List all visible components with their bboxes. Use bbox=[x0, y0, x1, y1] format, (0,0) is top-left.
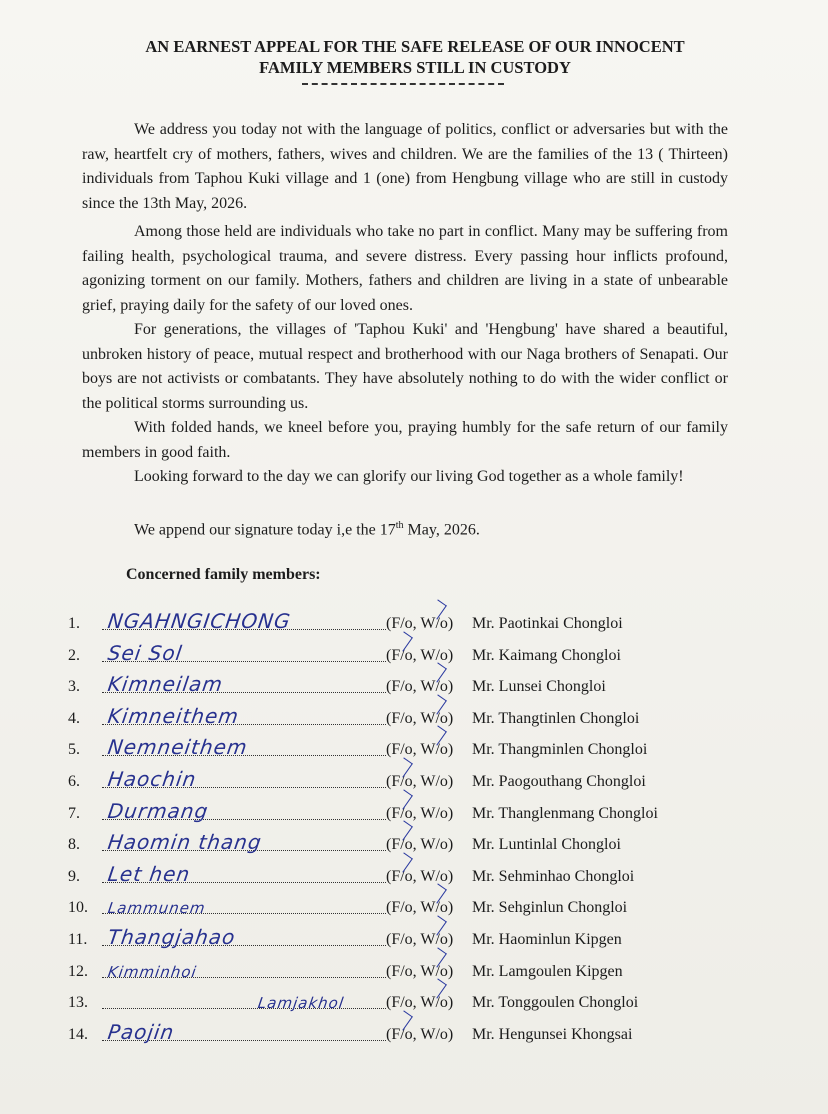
signature-row bbox=[68, 731, 768, 763]
handwritten-signature: Kimneilam bbox=[106, 672, 225, 697]
signature-number: 14. bbox=[68, 1025, 88, 1043]
paragraph-1 bbox=[82, 118, 728, 216]
append-text: We append our signature today i,e the 17 bbox=[134, 521, 396, 539]
handwritten-signature: Lamjakhol bbox=[256, 994, 346, 1013]
paragraph-3 bbox=[82, 318, 728, 416]
signature-number: 2. bbox=[68, 646, 80, 664]
handwritten-signature: Sei Sol bbox=[106, 640, 185, 665]
signature-number: 8. bbox=[68, 836, 80, 854]
relation-label: (F/o, W/o) bbox=[386, 709, 454, 727]
signature-number: 6. bbox=[68, 773, 80, 790]
signature-dotted-line bbox=[102, 1008, 386, 1009]
relation-label: (F/o, W/o) bbox=[386, 931, 454, 948]
member-name: Mr. Thanglenmang Chongloi bbox=[472, 804, 658, 822]
handwritten-signature: NGAHNGICHONG bbox=[106, 609, 293, 633]
member-name: Mr. Thangminlen Chongloi bbox=[472, 741, 648, 759]
signature-row bbox=[68, 605, 768, 637]
signature-number: 9. bbox=[68, 867, 80, 885]
member-name: Mr. Haominlun Kipgen bbox=[472, 931, 622, 948]
relation-label: (F/o, W/o) bbox=[386, 646, 454, 664]
signatures-heading: Concerned family members: bbox=[126, 566, 321, 583]
member-name: Mr. Paogouthang Chongloi bbox=[472, 773, 646, 790]
handwritten-signature: Nemneithem bbox=[106, 735, 250, 760]
relation-label: (F/o, W/o) bbox=[386, 678, 454, 696]
title-line-1: AN EARNEST APPEAL FOR THE SAFE RELEASE OF OUR INNOCENT bbox=[145, 37, 685, 56]
paragraph-5 bbox=[82, 465, 728, 490]
title-line-2: FAMILY MEMBERS STILL IN CUSTODY bbox=[259, 58, 571, 77]
handwritten-signature: Lammunem bbox=[106, 899, 207, 918]
member-name: Mr. Paotinkai Chongloi bbox=[472, 615, 623, 632]
paragraph-4 bbox=[82, 416, 728, 465]
signature-row bbox=[68, 921, 768, 953]
title-underline bbox=[302, 83, 504, 85]
member-name: Mr. Kaimang Chongloi bbox=[472, 646, 621, 664]
signature-row bbox=[68, 889, 768, 921]
handwritten-signature: Haochin bbox=[106, 767, 199, 791]
paragraph-1-text: We address you today not with the language of politics, conflict or adversaries but with the raw, heartfelt cry of mothers, fathers, wives and children. We are the families of the 13 ( Thirteen) individuals from Taphou Kuki village and 1 (one) from Hengbung village who are still in custody since the 13th May, 2026. bbox=[82, 121, 728, 212]
relation-label: (F/o, W/o) bbox=[386, 962, 454, 980]
signature-row bbox=[68, 826, 768, 858]
handwritten-signature: Thangjahao bbox=[106, 925, 238, 949]
relation-label: (F/o, W/o) bbox=[386, 867, 454, 885]
handwritten-signature: Kimminhoi bbox=[106, 962, 199, 981]
document-title bbox=[70, 36, 760, 78]
paragraph-2 bbox=[82, 220, 728, 318]
signature-number: 5. bbox=[68, 741, 80, 759]
signature-number: 11. bbox=[68, 931, 88, 948]
handwritten-signature: Kimneithem bbox=[106, 703, 241, 728]
append-line bbox=[82, 514, 728, 543]
handwritten-signature: Paojin bbox=[106, 1019, 177, 1044]
member-name: Mr. Hengunsei Khongsai bbox=[472, 1025, 633, 1043]
relation-label: (F/o, W/o) bbox=[386, 741, 454, 759]
signature-number: 7. bbox=[68, 804, 80, 822]
relation-label: (F/o, W/o) bbox=[386, 615, 454, 632]
signature-row bbox=[68, 668, 768, 700]
append-date: May, 2026. bbox=[403, 521, 480, 539]
member-name: Mr. Sehminhao Chongloi bbox=[472, 867, 635, 885]
paragraph-2-text: Among those held are individuals who take no part in conflict. Many may be suffering from failing health, psychological trauma, and severe distress. Every passing hour inflicts profound, agonizing torment on our family. Mothers, fathers and children are living in a state of unbearable grief, praying daily for the safety of our loved ones. bbox=[82, 223, 728, 314]
signature-row bbox=[68, 984, 768, 1016]
paragraph-3-text: For generations, the villages of 'Taphou Kuki' and 'Hengbung' have shared a beautiful, unbroken history of peace, mutual respect and brotherhood with our Naga brothers of Senapati. Our boys are not activists or combatants. They have absolutely nothing to do with the wider conflict or the political storms surrounding us. bbox=[82, 321, 728, 412]
relation-label: (F/o, W/o) bbox=[386, 836, 454, 854]
handwritten-signature: Let hen bbox=[106, 861, 192, 886]
signature-row bbox=[68, 1016, 768, 1048]
signature-number: 1. bbox=[68, 615, 80, 632]
signature-number: 12. bbox=[68, 962, 88, 980]
relation-label: (F/o, W/o) bbox=[386, 899, 454, 917]
signature-row bbox=[68, 795, 768, 827]
signature-row bbox=[68, 953, 768, 985]
signature-row bbox=[68, 763, 768, 795]
relation-label: (F/o, W/o) bbox=[386, 1025, 454, 1043]
handwritten-signature: Haomin thang bbox=[106, 830, 264, 855]
member-name: Mr. Luntinlal Chongloi bbox=[472, 836, 621, 854]
append-sup: th bbox=[395, 520, 404, 531]
signature-number: 4. bbox=[68, 709, 80, 727]
signature-row bbox=[68, 637, 768, 669]
handwritten-signature: Durmang bbox=[106, 798, 211, 823]
member-name: Mr. Thangtinlen Chongloi bbox=[472, 709, 640, 727]
relation-label: (F/o, W/o) bbox=[386, 804, 454, 822]
relation-label: (F/o, W/o) bbox=[386, 773, 454, 790]
member-name: Mr. Lunsei Chongloi bbox=[472, 678, 606, 696]
relation-label: (F/o, W/o) bbox=[386, 994, 454, 1012]
signature-row bbox=[68, 858, 768, 890]
member-name: Mr. Sehginlun Chongloi bbox=[472, 899, 628, 917]
signature-number: 3. bbox=[68, 678, 80, 696]
member-name: Mr. Lamgoulen Kipgen bbox=[472, 962, 623, 980]
signature-number: 13. bbox=[68, 994, 88, 1012]
paragraph-4-text: With folded hands, we kneel before you, praying humbly for the safe return of our family members in good faith. bbox=[82, 419, 728, 461]
member-name: Mr. Tonggoulen Chongloi bbox=[472, 994, 639, 1012]
paragraph-5-text: Looking forward to the day we can glorify our living God together as a whole family! bbox=[134, 468, 684, 485]
signature-row bbox=[68, 700, 768, 732]
signature-number: 10. bbox=[68, 899, 88, 917]
